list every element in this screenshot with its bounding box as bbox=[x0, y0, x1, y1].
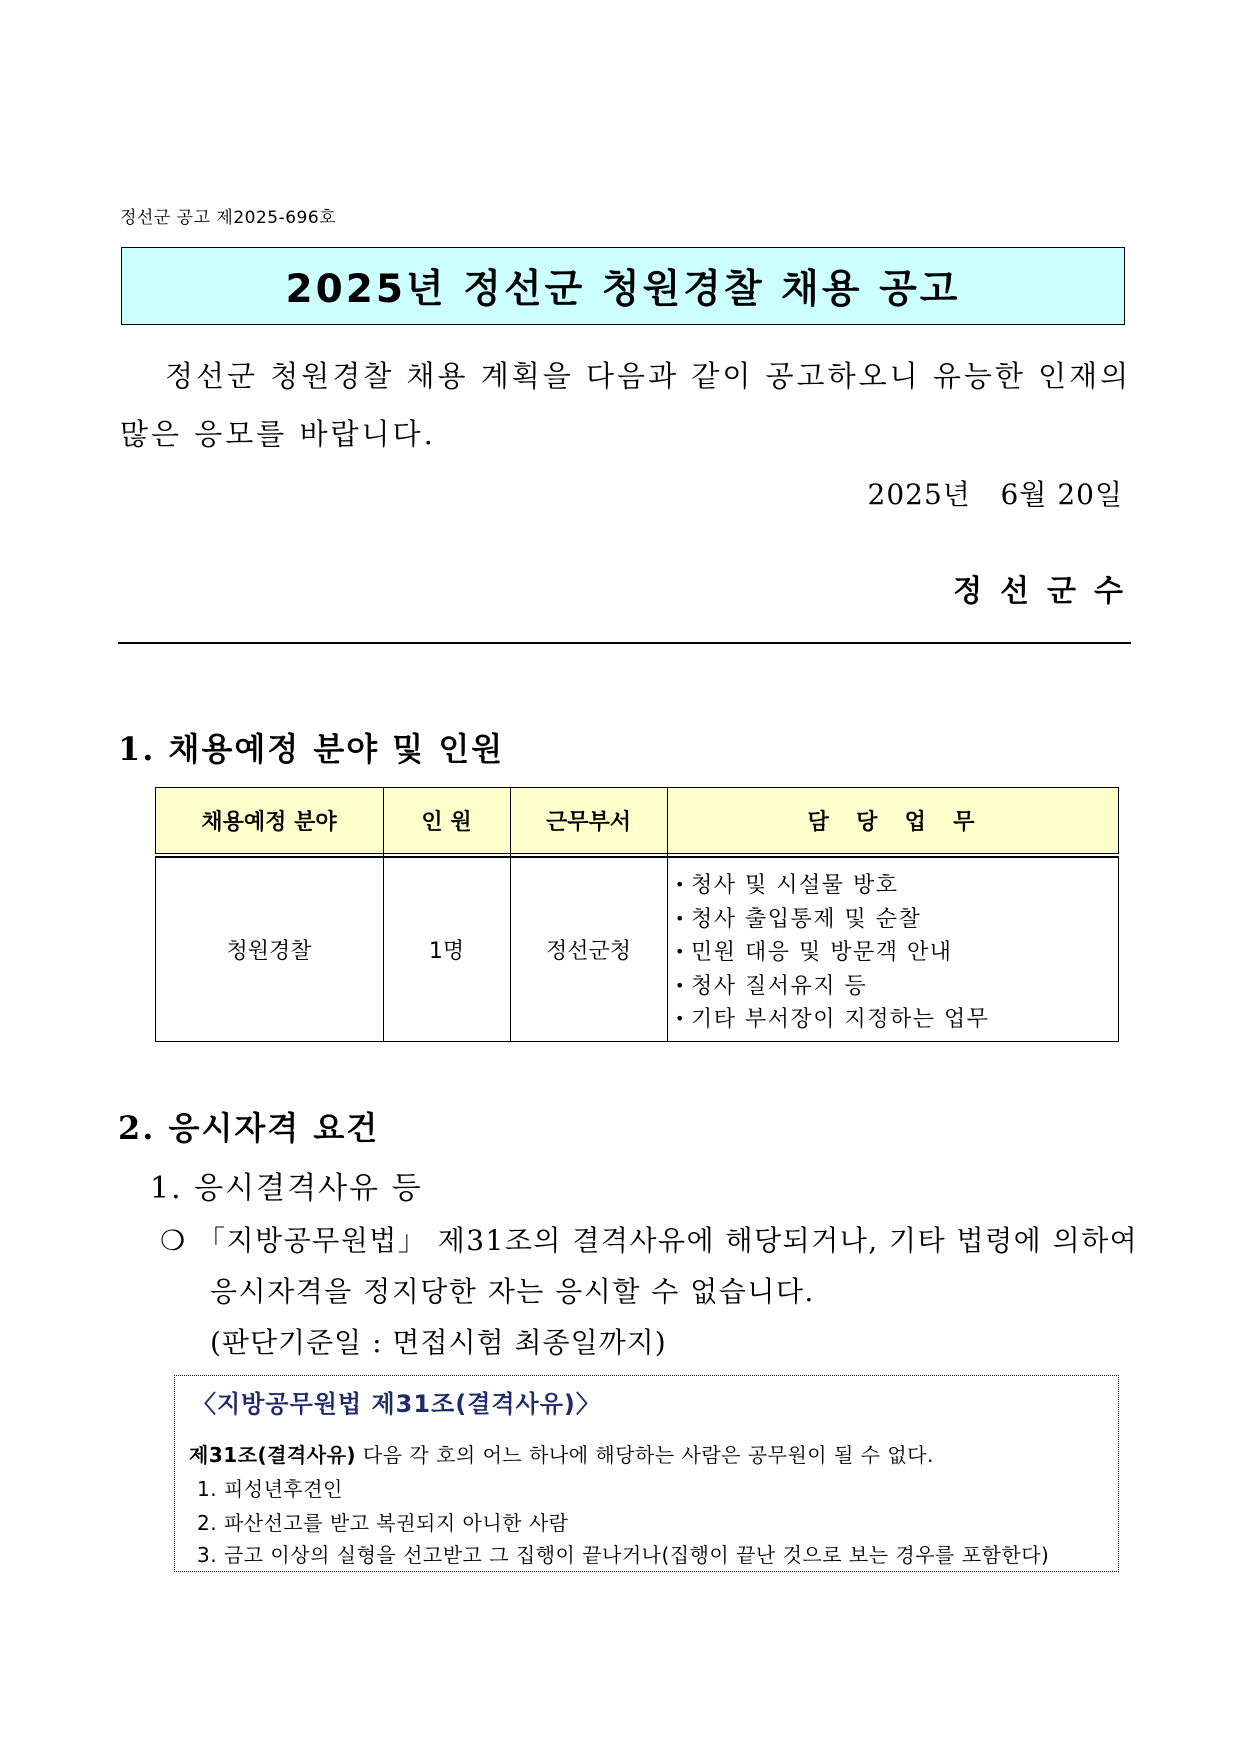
intro-text-line-1: 정선군 청원경찰 채용 계획을 다음과 같이 공고하오니 유능한 인재의 bbox=[165, 359, 1132, 393]
section-heading-recruitment: 1. 채용예정 분야 및 인원 bbox=[118, 730, 505, 768]
law-item: 1. 피성년후견인 bbox=[197, 1477, 343, 1501]
notice-number: 정선군 공고 제2025-696호 bbox=[120, 208, 337, 228]
notice-date: 2025년 6월 20일 bbox=[867, 478, 1123, 511]
title-box bbox=[121, 247, 1125, 325]
cell-field: 청원경찰 bbox=[226, 939, 312, 964]
list-item: • 기타 부서장이 지정하는 업무 bbox=[675, 1003, 990, 1037]
section-heading-qualifications: 2. 응시자격 요건 bbox=[118, 1109, 380, 1147]
bullet-icon: • bbox=[675, 975, 686, 995]
column-header-field: 채용예정 분야 bbox=[201, 810, 337, 835]
list-item: • 청사 출입통제 및 순찰 bbox=[675, 903, 990, 937]
bullet-icon: • bbox=[675, 908, 686, 928]
bullet-icon: • bbox=[675, 1009, 686, 1028]
duties-list bbox=[675, 869, 990, 1037]
law-excerpt-box bbox=[174, 1375, 1119, 1572]
list-item: • 청사 질서유지 등 bbox=[675, 970, 990, 1004]
list-item: • 민원 대응 및 방문객 안내 bbox=[675, 936, 990, 970]
qualification-text-line-3: (판단기준일 : 면접시험 최종일까지) bbox=[210, 1326, 667, 1359]
law-article-text bbox=[189, 1439, 934, 1468]
law-item: 2. 파산선고를 받고 복권되지 아니한 사람 bbox=[197, 1511, 569, 1535]
list-item: • 청사 및 시설물 방호 bbox=[675, 869, 990, 903]
law-excerpt-title: 〈지방공무원법 제31조(결격사유)〉 bbox=[192, 1390, 601, 1418]
header-divider bbox=[118, 642, 1131, 644]
law-article-label: 제31조(결격사유) bbox=[189, 1443, 357, 1467]
recruitment-table bbox=[155, 787, 1119, 1042]
subsection-heading-disqualification: 1. 응시결격사유 등 bbox=[150, 1171, 423, 1206]
issuer-name: 정선군수 bbox=[953, 574, 1141, 609]
bullet-icon: • bbox=[675, 942, 686, 961]
qualification-text-line-1: ❍ 「지방공무원법」 제31조의 결격사유에 해당되거나, 기타 법령에 의하여 bbox=[160, 1224, 1139, 1257]
cell-department: 정선군청 bbox=[545, 939, 631, 964]
column-header-duties: 담 당 업 무 bbox=[807, 810, 979, 835]
law-article-body: 다음 각 호의 어느 하나에 해당하는 사람은 공무원이 될 수 없다. bbox=[356, 1443, 934, 1467]
qualification-text-line-2: 응시자격을 정지당한 자는 응시할 수 없습니다. bbox=[210, 1275, 815, 1308]
column-header-department: 근무부서 bbox=[545, 810, 631, 835]
column-header-count: 인 원 bbox=[421, 810, 472, 835]
cell-count: 1명 bbox=[428, 939, 465, 964]
law-item: 3. 금고 이상의 실형을 선고받고 그 집행이 끝나거나(집행이 끝난 것으로 보는 경우를 포함한다) bbox=[197, 1543, 1050, 1567]
bullet-icon: • bbox=[675, 875, 686, 894]
intro-text-line-2: 많은 응모를 바랍니다. bbox=[120, 417, 436, 451]
page-title: 2025년 정선군 청원경찰 채용 공고 bbox=[285, 267, 961, 312]
